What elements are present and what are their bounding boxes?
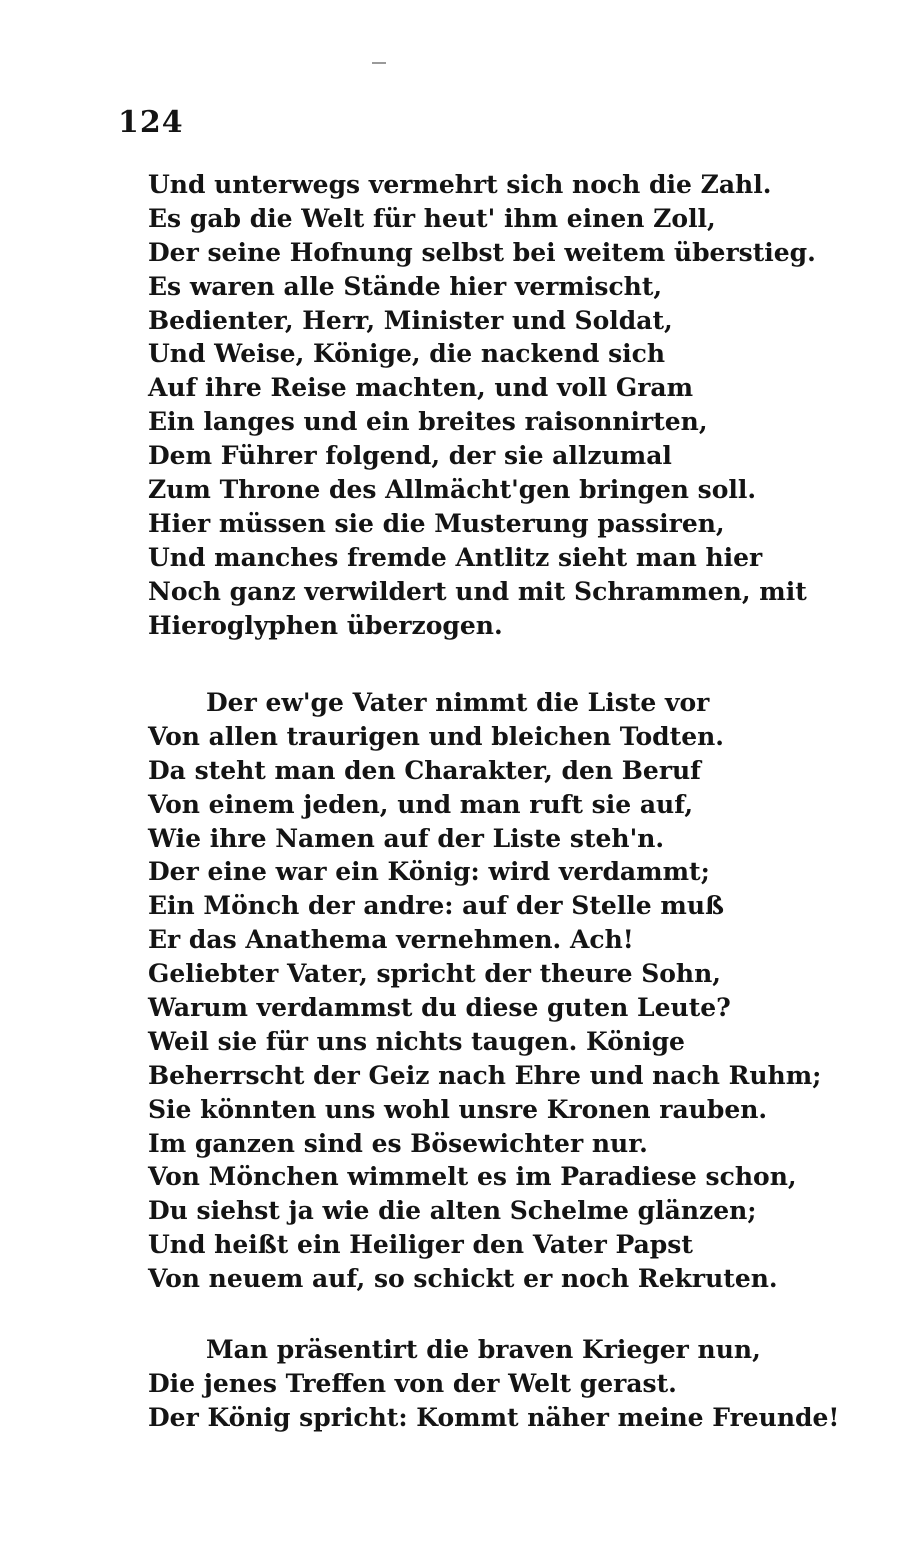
verse-line: Hier müssen sie die Musterung passiren,: [148, 508, 725, 538]
verse-line: Und heißt ein Heiliger den Vater Papst: [148, 1230, 693, 1260]
verse-line: Noch ganz verwildert und mit Schrammen, mit: [148, 576, 807, 606]
verse-line: Warum verdammst du diese guten Leute?: [148, 993, 731, 1023]
verse-line: Zum Throne des Allmächt'gen bringen soll.: [148, 475, 757, 505]
verse-line: Wie ihre Namen auf der Liste steh'n.: [148, 823, 665, 853]
verse-line: Der eine war ein König: wird verdammt;: [148, 857, 710, 887]
verse-line: Die jenes Treffen von der Welt gerast.: [148, 1368, 677, 1398]
verse-line: Im ganzen sind es Bösewichter nur.: [148, 1128, 648, 1158]
verse-line: Und manches fremde Antlitz sieht man hier: [148, 542, 763, 572]
verse-line: Ein langes und ein breites raisonnirten,: [148, 407, 708, 437]
verse-line: Von neuem auf, so schickt er noch Rekruten.: [148, 1264, 778, 1294]
verse-line: Der ew'ge Vater nimmt die Liste vor: [206, 688, 710, 717]
verse-line: Von Mönchen wimmelt es im Paradiese schon,: [148, 1162, 797, 1192]
verse-line: Geliebter Vater, spricht der theure Sohn,: [148, 959, 721, 989]
printer-mark: [372, 62, 386, 64]
verse-line: Man präsentirt die braven Krieger nun,: [206, 1335, 761, 1364]
verse-line: Und unterwegs vermehrt sich noch die Zahl.: [148, 170, 772, 199]
verse-line: Auf ihre Reise machten, und voll Gram: [148, 373, 694, 403]
stanza-1: [148, 168, 868, 642]
verse-line: Von allen traurigen und bleichen Todten.: [148, 721, 724, 751]
verse-line: Bedienter, Herr, Minister und Soldat,: [148, 305, 673, 335]
verse-line: Und Weise, Könige, die nackend sich: [148, 339, 666, 369]
verse-line: Der König spricht: Kommt näher meine Freunde!: [148, 1402, 840, 1432]
verse-line: Ein Mönch der andre: auf der Stelle muß: [148, 891, 725, 921]
verse-line: Du siehst ja wie die alten Schelme glänzen;: [148, 1196, 757, 1226]
verse-line: Von einem jeden, und man ruft sie auf,: [148, 789, 694, 819]
page-number: 124: [118, 105, 184, 140]
verse-line: Er das Anathema vernehmen. Ach!: [148, 925, 634, 955]
verse-line: Es waren alle Stände hier vermischt,: [148, 271, 663, 301]
verse-line: Dem Führer folgend, der sie allzumal: [148, 441, 672, 471]
verse-line: Hieroglyphen überzogen.: [148, 610, 503, 640]
verse-line: Der seine Hofnung selbst bei weitem überstieg.: [148, 237, 816, 267]
verse-line: Weil sie für uns nichts taugen. Könige: [148, 1026, 685, 1056]
verse-line: Da steht man den Charakter, den Beruf: [148, 755, 701, 785]
verse-line: Sie könnten uns wohl unsre Kronen rauben.: [148, 1094, 768, 1124]
verse-line: Es gab die Welt für heut' ihm einen Zoll,: [148, 203, 716, 233]
stanza-2: [148, 686, 868, 1296]
verse-line: Beherrscht der Geiz nach Ehre und nach Ruhm;: [148, 1060, 822, 1090]
stanza-3: [148, 1333, 868, 1435]
